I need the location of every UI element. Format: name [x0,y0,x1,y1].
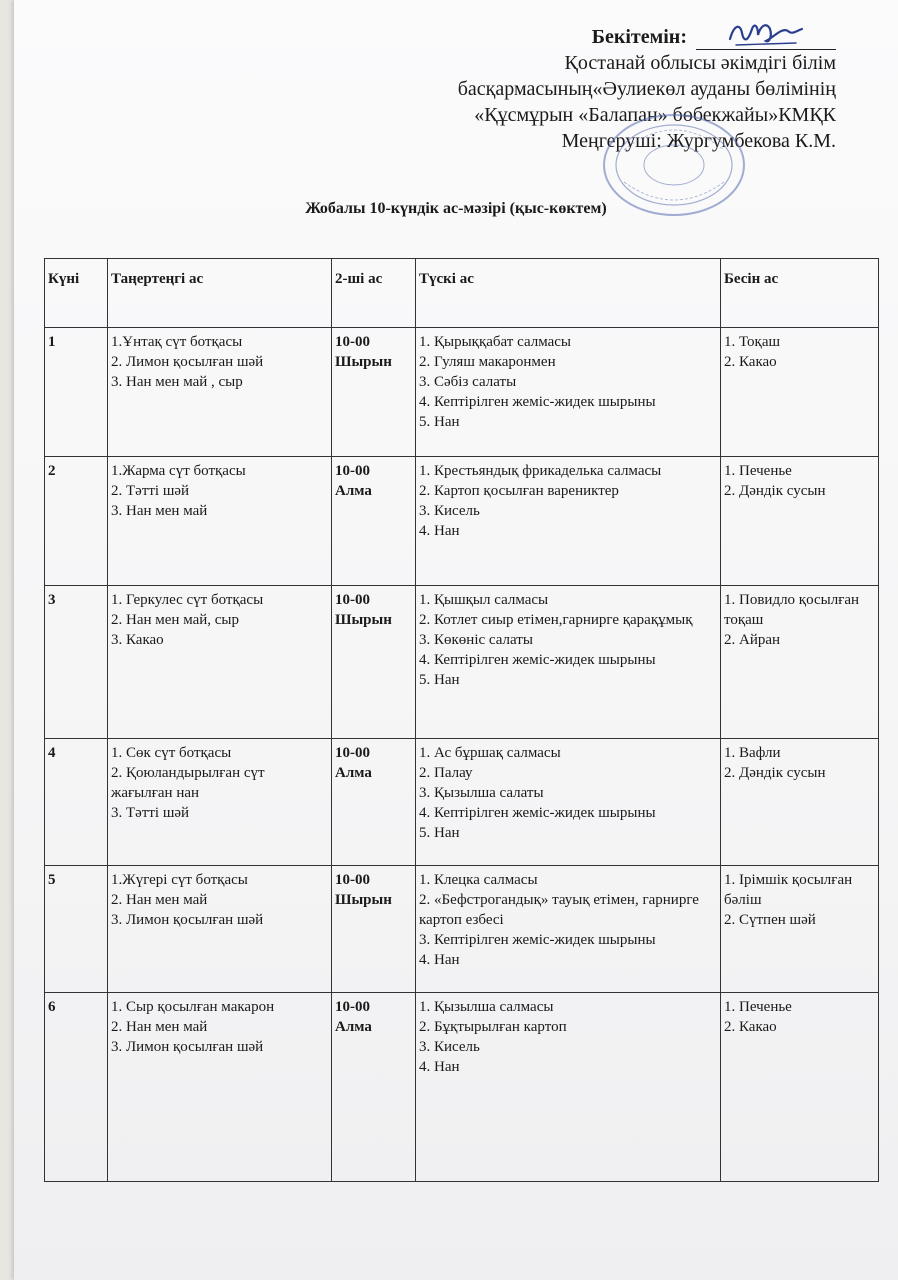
list-item: 2. Палау [419,765,473,781]
list-item: 2. Картоп қосылған варениктер [419,483,619,499]
list-item: 2. «Бефстрогандық» тауық етімен, гарнирге картоп езбесі [419,892,699,928]
list-item: 2. Котлет сиыр етімен,гарнирге қарақұмық [419,612,693,628]
day-number: 1 [45,328,108,457]
list-item: 4. Нан [419,952,460,968]
list-item: 5. Нан [419,825,460,841]
afternoon-cell [721,866,879,993]
table-row [45,328,879,457]
approval-label: Бекітемін: [591,26,687,48]
list-item: 1. Қызылша салмасы [419,999,554,1015]
list-item: 5. Нан [419,414,460,430]
list-item: 1.Ұнтақ сүт ботқасы [111,334,243,350]
second-meal-cell [332,457,416,586]
table-row [45,993,879,1182]
day-number: 4 [45,739,108,866]
menu-table [44,258,879,1182]
afternoon-cell [721,328,879,457]
list-item: 4. Кептірілген жеміс-жидек шырыны [419,394,656,410]
second-meal-item: Алма [335,1019,372,1035]
second-meal-item: Алма [335,483,372,499]
list-item: 3. Кептірілген жеміс-жидек шырыны [419,932,656,948]
org-line-2: басқармасының«Әулиекөл ауданы бөлімінің [457,78,836,100]
list-item: 1. Вафли [724,745,781,761]
lunch-cell [416,739,721,866]
afternoon-cell [721,586,879,739]
manager-line: Меңгеруші: Жургумбекова К.М. [561,130,836,152]
list-item: 3. Какао [111,632,164,648]
afternoon-cell [721,993,879,1182]
header-afternoon: Бесін ас [721,259,879,328]
list-item: 1. Тоқаш [724,334,781,350]
table-row [45,457,879,586]
list-item: 2. Какао [724,1019,777,1035]
list-item: 1. Қырыққабат салмасы [419,334,571,350]
afternoon-cell [721,739,879,866]
list-item: 2. Нан мен май [111,892,208,908]
second-meal-time: 10-00 [335,745,370,761]
second-meal-time: 10-00 [335,463,370,479]
list-item: 1. Клецка салмасы [419,872,538,888]
list-item: 2. Гуляш макаронмен [419,354,556,370]
list-item: 1. Қышқыл салмасы [419,592,549,608]
document-title: Жобалы 10-күндік ас-мәзірі (қыс-көктем) [305,200,607,217]
list-item: 2. Айран [724,632,781,648]
lunch-cell [416,866,721,993]
second-meal-cell [332,993,416,1182]
header-lunch: Түскі ас [416,259,721,328]
list-item: 2. Дәндік сусын [724,765,826,781]
list-item: 3. Кисель [419,1039,480,1055]
table-row [45,586,879,739]
list-item: 1. Печенье [724,463,792,479]
header-second-meal: 2-ші ас [332,259,416,328]
list-item: 2. Сүтпен шәй [724,912,816,928]
list-item: 1. Ірімшік қосылған бәліш [724,872,853,908]
list-item: 2. Нан мен май [111,1019,208,1035]
breakfast-cell [108,457,332,586]
second-meal-item: Шырын [335,612,392,628]
day-number: 5 [45,866,108,993]
list-item: 1. Печенье [724,999,792,1015]
second-meal-cell [332,328,416,457]
list-item: 2. Дәндік сусын [724,483,826,499]
afternoon-cell [721,457,879,586]
list-item: 3. Қызылша салаты [419,785,544,801]
lunch-cell [416,328,721,457]
second-meal-cell [332,739,416,866]
list-item: 2. Бұқтырылған картоп [419,1019,567,1035]
lunch-cell [416,457,721,586]
list-item: 2. Нан мен май, сыр [111,612,240,628]
table-row [45,866,879,993]
second-meal-cell [332,586,416,739]
list-item: 1. Геркулес сүт ботқасы [111,592,264,608]
list-item: 4. Нан [419,523,460,539]
list-item: 1. Ас бұршақ салмасы [419,745,561,761]
signature-line [696,27,836,50]
day-number: 2 [45,457,108,586]
breakfast-cell [108,586,332,739]
list-item: 1. Крестьяндық фрикаделька салмасы [419,463,662,479]
second-meal-item: Шырын [335,892,392,908]
list-item: 2. Қоюландырылған сүт жағылған нан [111,765,265,801]
header-day: Күні [45,259,108,328]
approval-line [458,24,836,50]
list-item: 3. Сәбіз салаты [419,374,517,390]
list-item: 3. Көкөніс салаты [419,632,533,648]
list-item: 3. Кисель [419,503,480,519]
list-item: 3. Лимон қосылған шәй [111,1039,264,1055]
list-item: 1. Повидло қосылған тоқаш [724,592,860,628]
list-item: 1.Жүгері сүт ботқасы [111,872,248,888]
org-line-1: Қостанай облысы әкімдігі білім [564,52,836,74]
breakfast-cell [108,328,332,457]
org-line-3: «Құсмұрын «Балапан» бөбекжайы»КМҚК [474,104,836,126]
list-item: 3. Лимон қосылған шәй [111,912,264,928]
second-meal-item: Алма [335,765,372,781]
list-item: 1.Жарма сүт ботқасы [111,463,246,479]
list-item: 4. Кептірілген жеміс-жидек шырыны [419,805,656,821]
table-row [45,739,879,866]
second-meal-time: 10-00 [335,592,370,608]
signature-image [726,17,806,53]
lunch-cell [416,586,721,739]
day-number: 6 [45,993,108,1182]
second-meal-cell [332,866,416,993]
header-breakfast: Таңертеңгі ас [108,259,332,328]
list-item: 5. Нан [419,672,460,688]
list-item: 2. Тәтті шәй [111,483,190,499]
list-item: 1. Сыр қосылған макарон [111,999,275,1015]
list-item: 2. Лимон қосылған шәй [111,354,264,370]
breakfast-cell [108,993,332,1182]
list-item: 4. Нан [419,1059,460,1075]
list-item: 3. Тәтті шәй [111,805,190,821]
second-meal-item: Шырын [335,354,392,370]
lunch-cell [416,993,721,1182]
list-item: 2. Какао [724,354,777,370]
breakfast-cell [108,866,332,993]
day-number: 3 [45,586,108,739]
list-item: 1. Сөк сүт ботқасы [111,745,232,761]
second-meal-time: 10-00 [335,872,370,888]
document-page [14,0,898,1280]
second-meal-time: 10-00 [335,334,370,350]
list-item: 3. Нан мен май [111,503,208,519]
list-item: 3. Нан мен май , сыр [111,374,243,390]
breakfast-cell [108,739,332,866]
second-meal-time: 10-00 [335,999,370,1015]
list-item: 4. Кептірілген жеміс-жидек шырыны [419,652,656,668]
table-header-row [45,259,879,328]
